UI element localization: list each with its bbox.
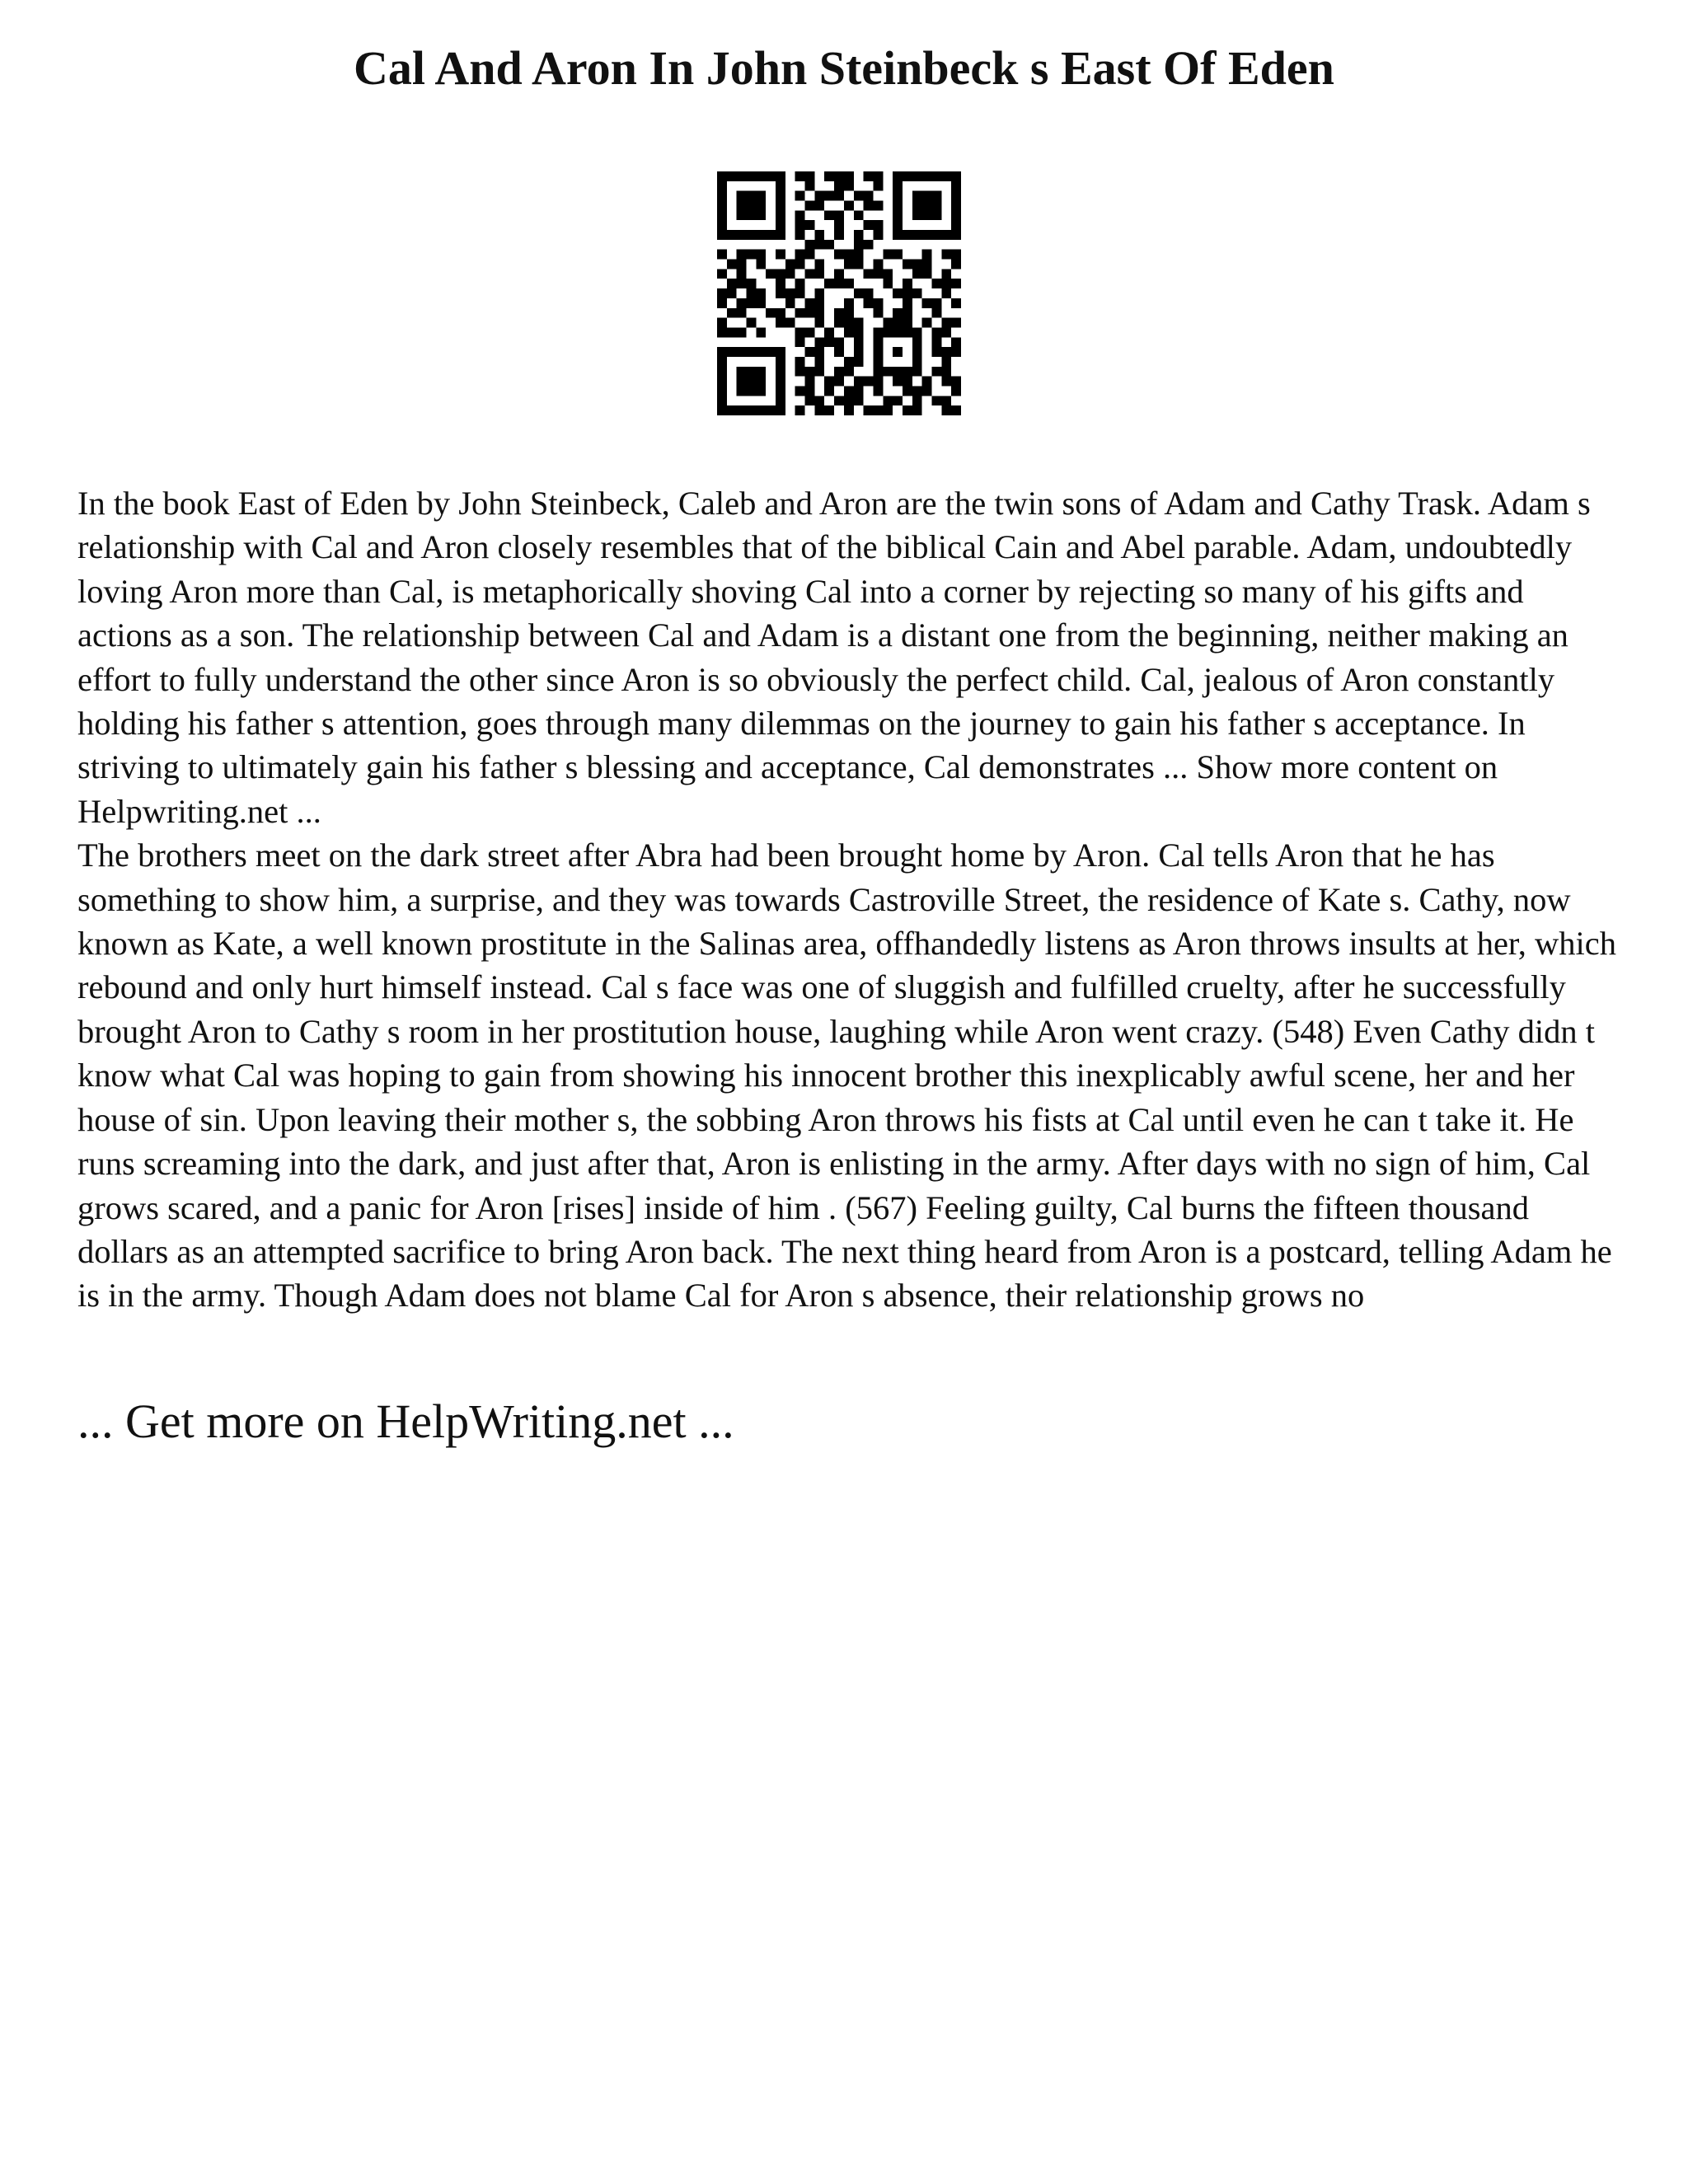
qr-code-icon — [717, 171, 961, 415]
paragraph-2: The brothers meet on the dark street after Abra had been brought home by Aron. Cal tells Aron that he has something to show him, a surprise, and they was towards Castroville Street, the residence of Kate s. Cathy, now known as Kate, a well known prostitute in the Salinas area, offhandedly listens as Aron throws insults at her, which rebound and only hurt himself instead. Cal s face was one of sluggish and fulfilled cruelty, after he successfully brought Aron to Cathy s room in her prostitution house, laughing while Aron went crazy. (548) Even Cathy didn t know what Cal was hoping to gain from showing his innocent brother this inexplicably awful scene, her and her house of sin. Upon leaving their mother s, the sobbing Aron throws his fists at Cal until even he can t take it. He runs screaming into the dark, and just after that, Aron is enlisting in the army. After days with no sign of him, Cal grows scared, and a panic for Aron [rises] inside of him . (567) Feeling guilty, Cal burns the fifteen thousand dollars as an attempted sacrifice to bring Aron back. The next thing heard from Aron is a postcard, telling Adam he is in the army. Though Adam does not blame Cal for Aron s absence, their relationship grows no — [77, 837, 1617, 1315]
document-title: Cal And Aron In John Steinbeck s East Of Eden — [354, 41, 1334, 95]
paragraph-1: In the book East of Eden by John Steinbeck, Caleb and Aron are the twin sons of Adam and Cathy Trask. Adam s relationship with Cal and Aron closely resembles that of the biblical Cain and Abel parable. Adam, undoubtedly loving Aron more than Cal, is metaphorically shoving Cal into a corner by rejecting so many of his gifts and actions as a son. The relationship between Cal and Adam is a distant one from the beginning, neither making an effort to fully understand the other since Aron is so obviously the perfect child. Cal, jealous of Aron constantly holding his father s attention, goes through many dilemmas on the journey to gain his father s acceptance. In striving to ultimately gain his father s blessing and acceptance, Cal demonstrates ... Show more content on Helpwriting.net ... — [77, 485, 1591, 830]
get-more-link[interactable]: ... Get more on HelpWriting.net ... — [77, 1394, 734, 1448]
article-body — [77, 481, 1619, 1318]
